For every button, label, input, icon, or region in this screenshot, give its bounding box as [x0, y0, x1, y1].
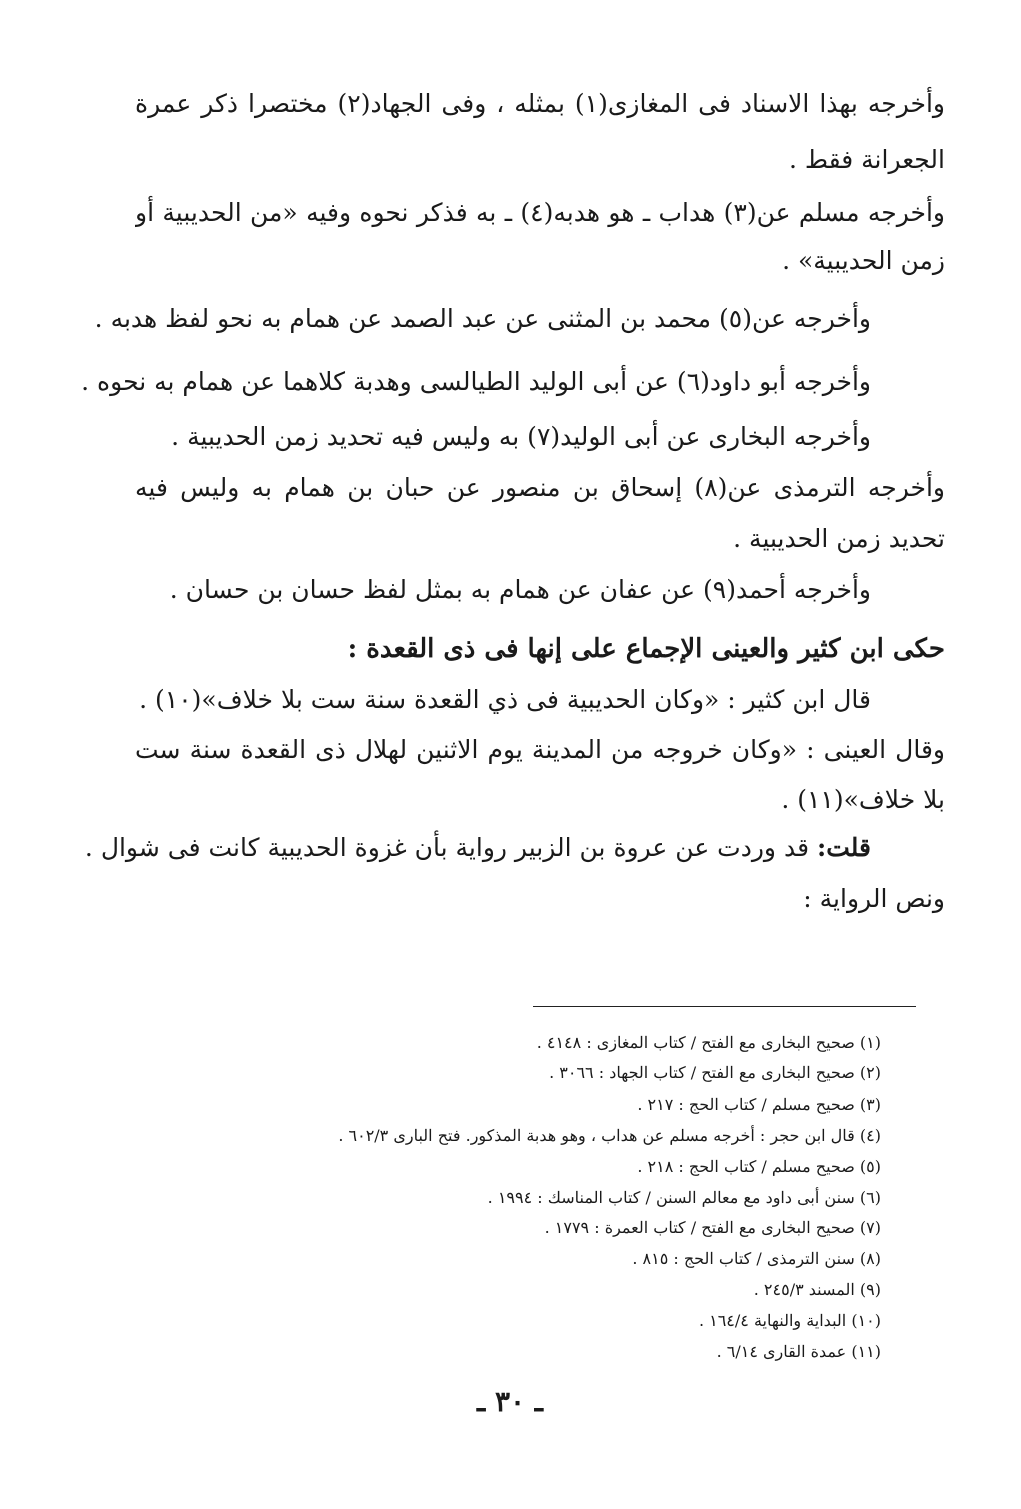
footnote-separator: [533, 1006, 916, 1007]
footnote-4: (٤) قال ابن حجر : أخرجه مسلم عن هداب ، وهو هدبة المذكور. فتح البارى ٦٠٢/٣ .: [338, 1126, 881, 1145]
body-line-4: زمن الحديبية» .: [782, 246, 945, 275]
body-line-11: قال ابن كثير : «وكان الحديبية فى ذي القعدة سنة ست بلا خلاف»(١٠) .: [139, 685, 871, 714]
body-line-12: وقال العينى : «وكان خروجه من المدينة يوم الاثنين لهلال ذى القعدة سنة ست: [135, 735, 945, 764]
body-line-15: ونص الرواية :: [803, 884, 945, 913]
footnote-6: (٦) سنن أبى داود مع معالم السنن / كتاب المناسك : ١٩٩٤ .: [487, 1188, 881, 1207]
body-line-10: وأخرجه أحمد(٩) عن عفان عن همام به بمثل لفظ حسان بن حسان .: [169, 575, 871, 604]
body-line-5: وأخرجه عن(٥) محمد بن المثنى عن عبد الصمد عن همام به نحو لفظ هدبه .: [94, 304, 871, 333]
qultu-label: قلت:: [816, 833, 871, 862]
footnote-11: (١١) عمدة القارى ٦/١٤ .: [716, 1342, 881, 1361]
body-line-7: وأخرجه البخارى عن أبى الوليد(٧) به وليس فيه تحديد زمن الحديبية .: [171, 422, 871, 451]
body-line-14: [61, 828, 871, 868]
body-line-2: الجعرانة فقط .: [788, 145, 945, 174]
footnote-1: (١) صحيح البخارى مع الفتح / كتاب المغازى : ٤١٤٨ .: [536, 1033, 881, 1052]
footnote-8: (٨) سنن الترمذى / كتاب الحج : ٨١٥ .: [632, 1249, 881, 1268]
body-line-14-text: قد وردت عن عروة بن الزبير رواية بأن غزوة الحديبية كانت فى شوال .: [84, 833, 810, 862]
footnote-10: (١٠) البداية والنهاية ١٦٤/٤ .: [698, 1311, 881, 1330]
footnote-7: (٧) صحيح البخارى مع الفتح / كتاب العمرة : ١٧٧٩ .: [544, 1218, 881, 1237]
body-line-13: بلا خلاف»(١١) .: [781, 785, 945, 814]
footnote-3: (٣) صحيح مسلم / كتاب الحج : ٢١٧ .: [637, 1095, 881, 1114]
footnote-9: (٩) المسند ٢٤٥/٣ .: [753, 1280, 881, 1299]
body-line-8: وأخرجه الترمذى عن(٨) إسحاق بن منصور عن حبان بن همام به وليس فيه: [135, 473, 945, 502]
body-line-6: وأخرجه أبو داود(٦) عن أبى الوليد الطيالسى وهدبة كلاهما عن همام به نحوه .: [81, 367, 871, 396]
body-line-3: وأخرجه مسلم عن(٣) هداب ـ هو هدبه(٤) ـ به فذكر نحوه وفيه «من الحديبية أو: [135, 198, 945, 227]
section-heading: حكى ابن كثير والعينى الإجماع على إنها فى ذى القعدة :: [347, 634, 945, 664]
body-line-1: وأخرجه بهذا الاسناد فى المغازى(١) بمثله ، وفى الجهاد(٢) مختصرا ذكر عمرة: [135, 89, 945, 118]
footnote-2: (٢) صحيح البخارى مع الفتح / كتاب الجهاد : ٣٠٦٦ .: [549, 1063, 881, 1082]
page-number: ـ ٣٠ ـ: [477, 1385, 543, 1418]
body-line-9: تحديد زمن الحديبية .: [733, 524, 945, 553]
footnote-5: (٥) صحيح مسلم / كتاب الحج : ٢١٨ .: [637, 1157, 881, 1176]
